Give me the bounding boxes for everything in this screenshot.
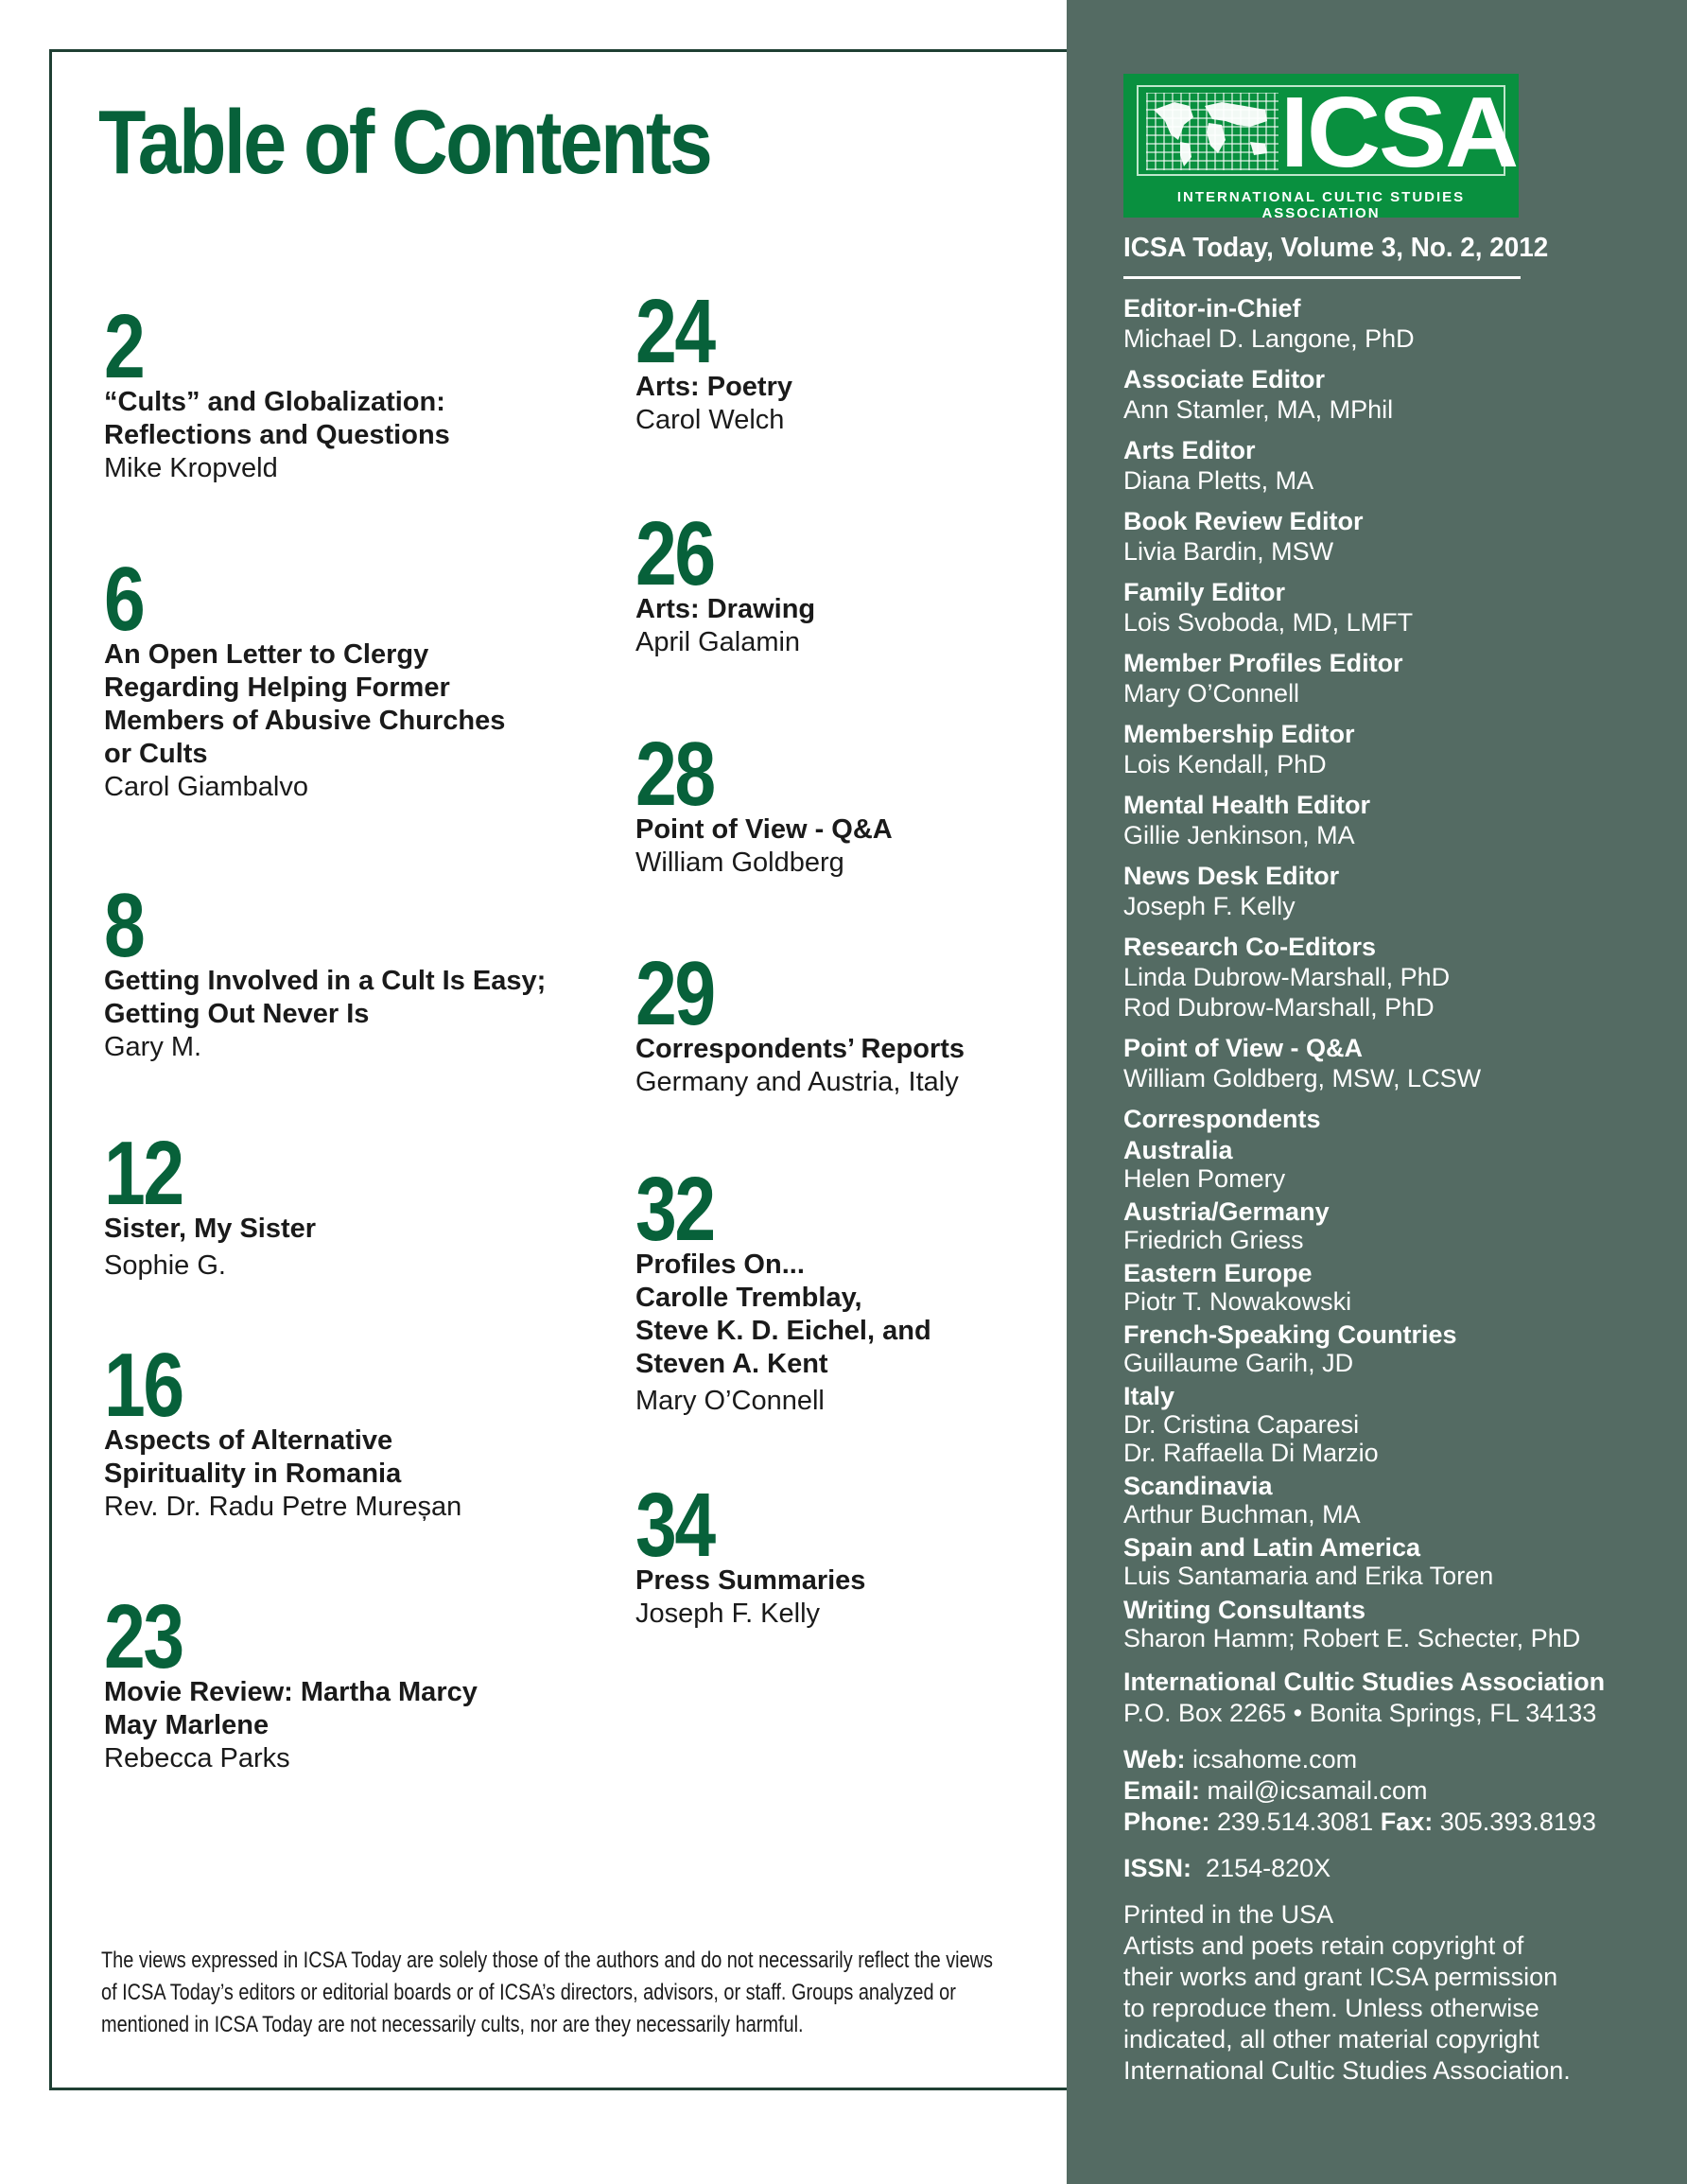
toc-title-line: Reflections and Questions bbox=[104, 420, 450, 450]
toc-page-number: 34 bbox=[635, 1475, 714, 1576]
toc-page-number: 24 bbox=[635, 281, 714, 382]
toc-title bbox=[104, 965, 634, 1031]
masthead-role: News Desk Editor bbox=[1123, 862, 1340, 890]
correspondent-region: Italy bbox=[1123, 1382, 1175, 1410]
toc-title bbox=[104, 386, 634, 452]
masthead-role: Associate Editor bbox=[1123, 365, 1326, 393]
correspondent-entry bbox=[1123, 1472, 1672, 1529]
correspondent-name: Dr. Raffaella Di Marzio bbox=[1123, 1439, 1379, 1467]
phone-line bbox=[1123, 1807, 1672, 1838]
logo-frame bbox=[1137, 77, 1518, 188]
world-map-icon bbox=[1146, 93, 1278, 170]
toc-title bbox=[104, 1676, 634, 1742]
masthead-role: Point of View - Q&A bbox=[1123, 1034, 1364, 1062]
toc-author: Mary O’Connell bbox=[635, 1386, 825, 1416]
toc-title-line: An Open Letter to Clergy bbox=[104, 639, 429, 670]
toc-title-line: Correspondents’ Reports bbox=[635, 1034, 965, 1064]
correspondent-entry bbox=[1123, 1382, 1672, 1467]
toc-author: Joseph F. Kelly bbox=[635, 1599, 821, 1629]
org-name-text: International Cultic Studies Association bbox=[1123, 1668, 1606, 1696]
toc-title-line: Movie Review: Martha Marcy bbox=[104, 1677, 478, 1707]
phone-label: Phone: bbox=[1123, 1808, 1210, 1836]
masthead-role: Arts Editor bbox=[1123, 436, 1256, 464]
masthead-name: Lois Svoboda, MD, LMFT bbox=[1123, 608, 1414, 637]
masthead-role: Editor-in-Chief bbox=[1123, 294, 1301, 323]
toc-author: Carol Welch bbox=[635, 405, 785, 435]
toc-page-number: 28 bbox=[635, 724, 714, 825]
masthead-entry bbox=[1123, 790, 1672, 850]
toc-title-line: Arts: Poetry bbox=[635, 372, 792, 402]
copyright-line: their works and grant ICSA permission bbox=[1123, 1963, 1558, 1991]
toc-title-line: Sister, My Sister bbox=[104, 1214, 317, 1244]
masthead-role: Family Editor bbox=[1123, 578, 1286, 606]
toc-title-line: or Cults bbox=[104, 739, 208, 769]
masthead-role: Member Profiles Editor bbox=[1123, 649, 1403, 677]
masthead-name: Rod Dubrow-Marshall, PhD bbox=[1123, 993, 1435, 1022]
toc-author: Carol Giambalvo bbox=[104, 772, 308, 802]
copyright-line: Artists and poets retain copyright of bbox=[1123, 1931, 1524, 1960]
toc-title-line: Point of View - Q&A bbox=[635, 814, 893, 845]
toc-page-number: 26 bbox=[635, 503, 714, 604]
toc-entry[interactable] bbox=[104, 549, 634, 804]
divider bbox=[1123, 276, 1521, 279]
web-line bbox=[1123, 1744, 1672, 1775]
toc-entry[interactable] bbox=[104, 1335, 634, 1524]
toc-title-line: Regarding Helping Former bbox=[104, 673, 450, 703]
toc-title-line: May Marlene bbox=[104, 1710, 270, 1740]
correspondent-entry bbox=[1123, 1259, 1672, 1316]
masthead-role: Research Co-Editors bbox=[1123, 933, 1377, 961]
email-label: Email: bbox=[1123, 1776, 1201, 1805]
toc-title-line: Steven A. Kent bbox=[635, 1349, 828, 1379]
toc-page-number: 8 bbox=[104, 875, 144, 976]
masthead-name: Michael D. Langone, PhD bbox=[1123, 324, 1415, 353]
masthead-entry bbox=[1123, 293, 1672, 354]
masthead-name: Joseph F. Kelly bbox=[1123, 892, 1296, 920]
toc-title-line: Getting Out Never Is bbox=[104, 999, 370, 1029]
org-address: P.O. Box 2265 • Bonita Springs, FL 34133 bbox=[1123, 1699, 1597, 1727]
issue-line: ICSA Today, Volume 3, No. 2, 2012 bbox=[1123, 233, 1549, 263]
toc-page-number: 12 bbox=[104, 1123, 183, 1224]
masthead-name: Mary O’Connell bbox=[1123, 679, 1300, 708]
toc-title-line: Profiles On... bbox=[635, 1249, 805, 1280]
disclaimer-line: The views expressed in ICSA Today are solely those of the authors and do not necessarily reflect the views bbox=[101, 1948, 994, 1973]
correspondent-region: Scandinavia bbox=[1123, 1472, 1273, 1500]
toc-title-line: Carolle Tremblay, bbox=[635, 1283, 862, 1313]
disclaimer bbox=[101, 1945, 994, 2041]
correspondent-region: Australia bbox=[1123, 1136, 1233, 1164]
email-link[interactable]: mail@icsamail.com bbox=[1207, 1776, 1428, 1805]
masthead bbox=[1123, 293, 1672, 2087]
disclaimer-line: mentioned in ICSA Today are not necessarily cults, nor are they necessarily harmful. bbox=[101, 2012, 804, 2037]
correspondent-entry bbox=[1123, 1197, 1672, 1254]
toc-title-line: Members of Abusive Churches bbox=[104, 706, 506, 736]
toc-page-number: 29 bbox=[635, 943, 714, 1044]
masthead-name: Gillie Jenkinson, MA bbox=[1123, 821, 1355, 849]
toc-title-line: Arts: Drawing bbox=[635, 594, 816, 624]
masthead-name: Linda Dubrow-Marshall, PhD bbox=[1123, 963, 1451, 991]
web-label: Web: bbox=[1123, 1745, 1186, 1773]
masthead-entry bbox=[1123, 506, 1672, 567]
masthead-entry bbox=[1123, 1596, 1672, 1652]
phone-value: 239.514.3081 bbox=[1217, 1808, 1374, 1836]
correspondents-heading: Correspondents bbox=[1123, 1105, 1321, 1133]
masthead-name: Ann Stamler, MA, MPhil bbox=[1123, 395, 1394, 424]
correspondent-entry bbox=[1123, 1320, 1672, 1377]
masthead-entry bbox=[1123, 719, 1672, 779]
copyright-line: indicated, all other material copyright bbox=[1123, 2025, 1539, 2053]
masthead-name: Lois Kendall, PhD bbox=[1123, 750, 1327, 778]
page-title: Table of Contents bbox=[98, 92, 711, 193]
masthead-role: Mental Health Editor bbox=[1123, 791, 1371, 819]
correspondent-entry bbox=[1123, 1136, 1672, 1193]
masthead-name: Sharon Hamm; Robert E. Schecter, PhD bbox=[1123, 1624, 1581, 1652]
toc-author: Rebecca Parks bbox=[104, 1743, 290, 1773]
printed-line: Printed in the USA bbox=[1123, 1900, 1334, 1929]
toc-author: Mike Kropveld bbox=[104, 453, 278, 483]
issn-value: 2154-820X bbox=[1206, 1854, 1331, 1882]
masthead-name: Diana Pletts, MA bbox=[1123, 466, 1314, 495]
copyright-line: International Cultic Studies Association. bbox=[1123, 2056, 1571, 2085]
correspondent-region: Austria/Germany bbox=[1123, 1197, 1330, 1226]
correspondent-name: Arthur Buchman, MA bbox=[1123, 1500, 1361, 1529]
masthead-role: Membership Editor bbox=[1123, 720, 1355, 748]
toc-title bbox=[104, 638, 634, 771]
toc-title-line: “Cults” and Globalization: bbox=[104, 387, 445, 417]
web-link[interactable]: icsahome.com bbox=[1192, 1745, 1358, 1773]
correspondent-name: Guillaume Garih, JD bbox=[1123, 1349, 1354, 1377]
issn-label: ISSN: bbox=[1123, 1854, 1192, 1882]
masthead-name: William Goldberg, MSW, LCSW bbox=[1123, 1064, 1482, 1092]
correspondent-entry bbox=[1123, 1533, 1672, 1590]
masthead-sidebar bbox=[1067, 0, 1687, 2184]
masthead-entry bbox=[1123, 861, 1672, 921]
correspondent-name: Piotr T. Nowakowski bbox=[1123, 1287, 1352, 1316]
toc-author: Gary M. bbox=[104, 1032, 202, 1062]
disclaimer-line: of ICSA Today’s editors or editorial boards or of ICSA’s directors, advisors, or staff. Groups analyzed or bbox=[101, 1980, 956, 2005]
toc-entry[interactable] bbox=[104, 1586, 634, 1775]
toc-title-line: Spirituality in Romania bbox=[104, 1459, 402, 1489]
masthead-entry bbox=[1123, 932, 1672, 1022]
toc-page-number: 23 bbox=[104, 1586, 183, 1687]
masthead-role: Writing Consultants bbox=[1123, 1596, 1365, 1624]
toc-author: Germany and Austria, Italy bbox=[635, 1067, 959, 1097]
correspondent-name: Helen Pomery bbox=[1123, 1164, 1286, 1193]
toc-title-line: Steve K. D. Eichel, and bbox=[635, 1316, 931, 1346]
icsa-logo bbox=[1123, 74, 1519, 221]
masthead-name: Livia Bardin, MSW bbox=[1123, 537, 1334, 566]
toc-author: Sophie G. bbox=[104, 1250, 226, 1281]
fax-value: 305.393.8193 bbox=[1439, 1808, 1596, 1836]
toc-title-line: Press Summaries bbox=[635, 1565, 866, 1596]
toc-title bbox=[104, 1213, 634, 1246]
fax-label: Fax: bbox=[1380, 1808, 1434, 1836]
correspondent-name: Friedrich Griess bbox=[1123, 1226, 1304, 1254]
toc-page-number: 2 bbox=[104, 296, 144, 397]
correspondent-name: Luis Santamaria and Erika Toren bbox=[1123, 1562, 1494, 1590]
email-line bbox=[1123, 1775, 1672, 1807]
masthead-entry bbox=[1123, 364, 1672, 425]
org-name bbox=[1123, 1667, 1672, 1698]
spacer bbox=[1123, 1729, 1672, 1744]
masthead-entry bbox=[1123, 435, 1672, 496]
correspondent-name: Dr. Cristina Caparesi bbox=[1123, 1410, 1360, 1439]
logo-wordmark: ICSA bbox=[1280, 77, 1518, 188]
toc-page-number: 16 bbox=[104, 1335, 183, 1436]
logo-subtitle: INTERNATIONAL CULTIC STUDIES ASSOCIATION bbox=[1176, 189, 1466, 221]
toc-page-number: 32 bbox=[635, 1159, 714, 1260]
copyright-line: to reproduce them. Unless otherwise bbox=[1123, 1994, 1539, 2022]
correspondent-region: French-Speaking Countries bbox=[1123, 1320, 1457, 1349]
toc-title-line: Getting Involved in a Cult Is Easy; bbox=[104, 966, 547, 996]
toc-entry[interactable] bbox=[104, 875, 634, 1064]
masthead-entry bbox=[1123, 648, 1672, 708]
toc-title bbox=[104, 1424, 634, 1491]
masthead-role: Book Review Editor bbox=[1123, 507, 1364, 535]
toc-entry[interactable] bbox=[104, 296, 634, 485]
toc-title-line: Aspects of Alternative bbox=[104, 1425, 393, 1456]
spacer bbox=[1123, 1838, 1672, 1853]
spacer bbox=[1123, 1884, 1672, 1899]
correspondent-region: Spain and Latin America bbox=[1123, 1533, 1421, 1562]
toc-author: William Goldberg bbox=[635, 847, 844, 878]
toc-entry[interactable] bbox=[104, 1123, 634, 1283]
toc-author: Rev. Dr. Radu Petre Mureșan bbox=[104, 1492, 462, 1522]
toc-author: April Galamin bbox=[635, 627, 801, 657]
masthead-entry bbox=[1123, 577, 1672, 638]
correspondent-region: Eastern Europe bbox=[1123, 1259, 1313, 1287]
issn-line bbox=[1123, 1853, 1672, 1884]
toc-page-number: 6 bbox=[104, 549, 144, 650]
masthead-entry bbox=[1123, 1033, 1672, 1093]
